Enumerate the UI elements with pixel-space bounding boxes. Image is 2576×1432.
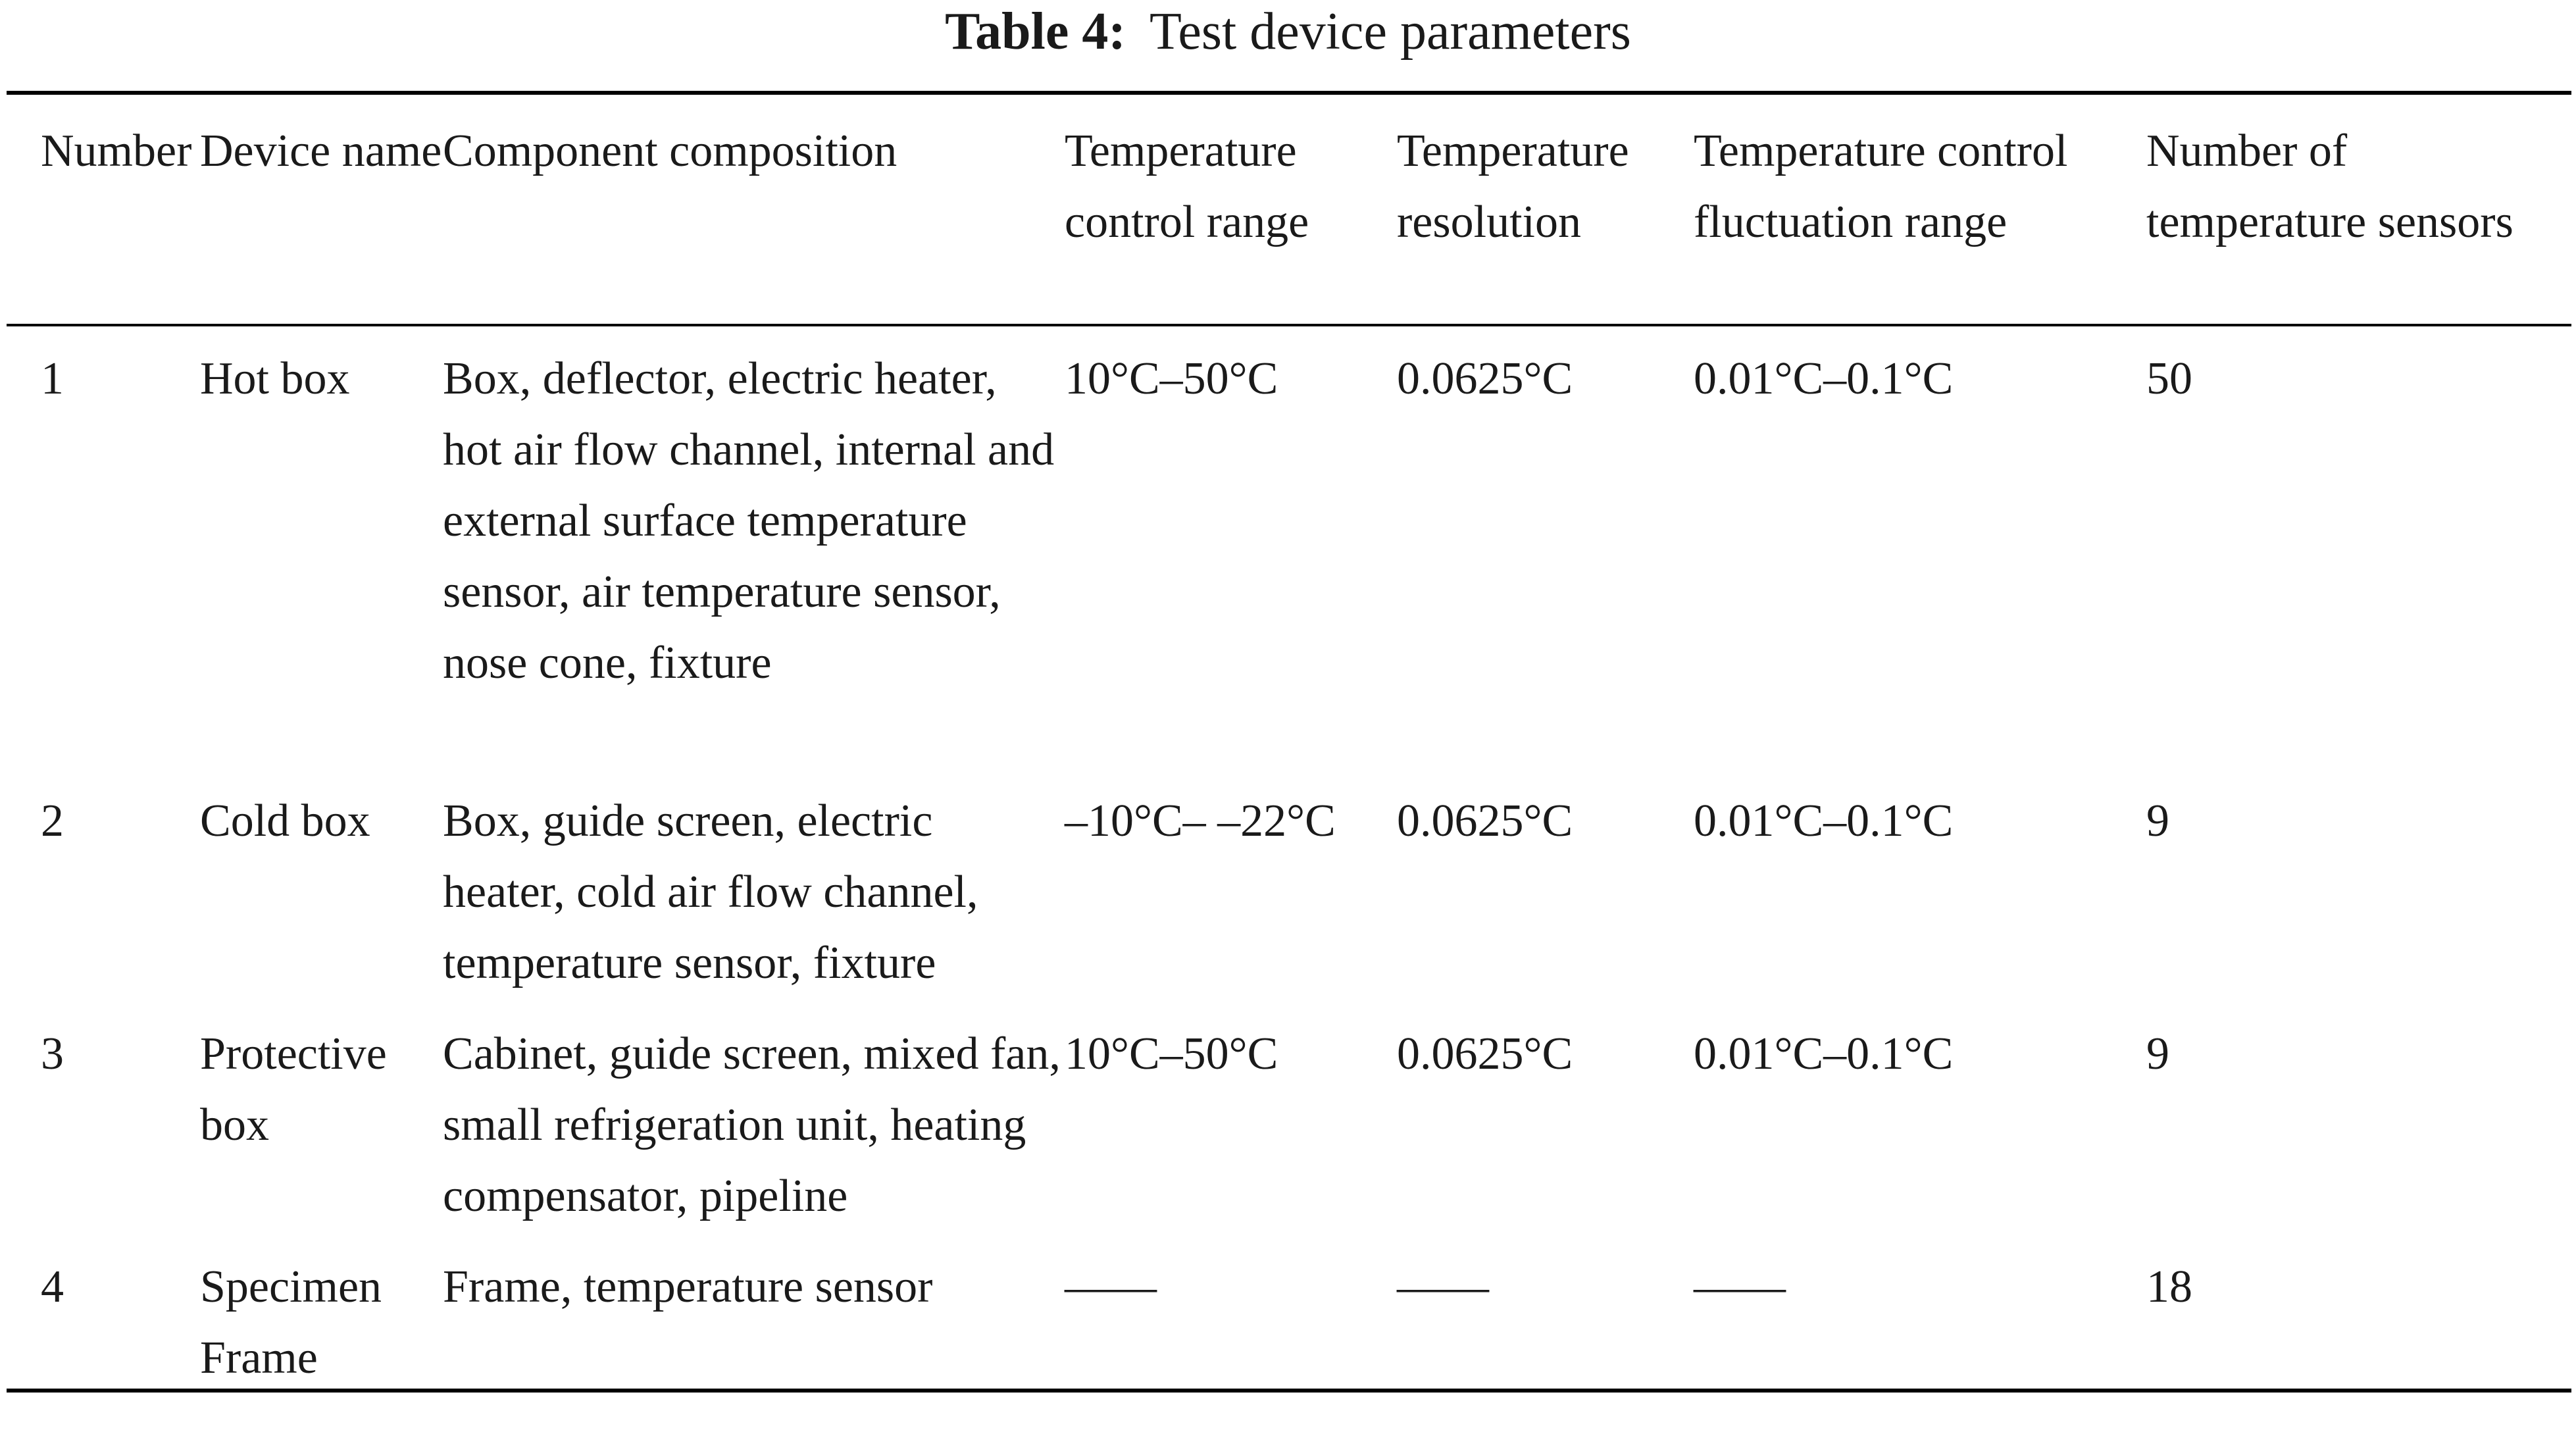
table-caption <box>0 0 2576 87</box>
cell-device-name: Protective box <box>200 1029 387 1150</box>
table-row <box>7 766 2571 999</box>
table-row <box>7 999 2571 1232</box>
cell-resolution: 0.0625°C <box>1397 1029 1573 1079</box>
cell-fluctuation-range: 0.01°C–0.1°C <box>1694 1029 1954 1079</box>
cell-resolution: 0.0625°C <box>1397 796 1573 846</box>
cell-control-range: 10°C–50°C <box>1065 1029 1278 1079</box>
cell-sensor-count: 18 <box>2146 1262 2192 1312</box>
cell-number: 4 <box>41 1262 64 1312</box>
cell-sensor-count: 9 <box>2146 1029 2169 1079</box>
cell-resolution: 0.0625°C <box>1397 353 1573 404</box>
cell-components: Box, guide screen, electric heater, cold air flow channel, temperature sensor, fixture <box>443 796 978 988</box>
header-fluctuation-range: Temperature control fluctuation range <box>1694 126 2068 247</box>
device-parameters-table <box>7 95 2571 1432</box>
cell-number: 3 <box>41 1029 64 1079</box>
table-caption-label: Table 4: <box>945 3 1126 61</box>
cell-components: Box, deflector, electric heater, hot air flow channel, internal and external surface temperature sensor, air temperature sensor, nose cone, fixture <box>443 353 1055 688</box>
cell-fluctuation-range: 0.01°C–0.1°C <box>1694 796 1954 846</box>
cell-components: Cabinet, guide screen, mixed fan, small refrigeration unit, heating compensator, pipeline <box>443 1029 1061 1221</box>
cell-control-range: 10°C–50°C <box>1065 353 1278 404</box>
header-device-name: Device name <box>200 126 442 176</box>
cell-device-name: Hot box <box>200 353 350 404</box>
cell-sensor-count: 9 <box>2146 796 2169 846</box>
cell-resolution: —— <box>1397 1262 1489 1312</box>
cell-control-range: —— <box>1065 1262 1157 1312</box>
cell-device-name: Specimen Frame <box>200 1262 382 1383</box>
cell-sensor-count: 50 <box>2146 353 2192 404</box>
header-row <box>7 95 2571 324</box>
header-sensor-count: Number of temperature sensors <box>2146 126 2513 247</box>
cell-number: 1 <box>41 353 64 404</box>
header-control-range: Temperature control range <box>1065 126 1309 247</box>
cell-fluctuation-range: —— <box>1694 1262 1786 1312</box>
cell-device-name: Cold box <box>200 796 370 846</box>
header-number: Number <box>41 126 192 176</box>
table-row <box>7 324 2571 766</box>
cell-control-range: –10°C– –22°C <box>1065 796 1336 846</box>
header-component-composition: Component composition <box>443 126 897 176</box>
header-resolution: Temperature resolution <box>1397 126 1629 247</box>
table-caption-title: Test device parameters <box>1149 3 1631 61</box>
cell-components: Frame, temperature sensor <box>443 1262 933 1312</box>
table-row <box>7 1232 2571 1432</box>
cell-number: 2 <box>41 796 64 846</box>
cell-fluctuation-range: 0.01°C–0.1°C <box>1694 353 1954 404</box>
